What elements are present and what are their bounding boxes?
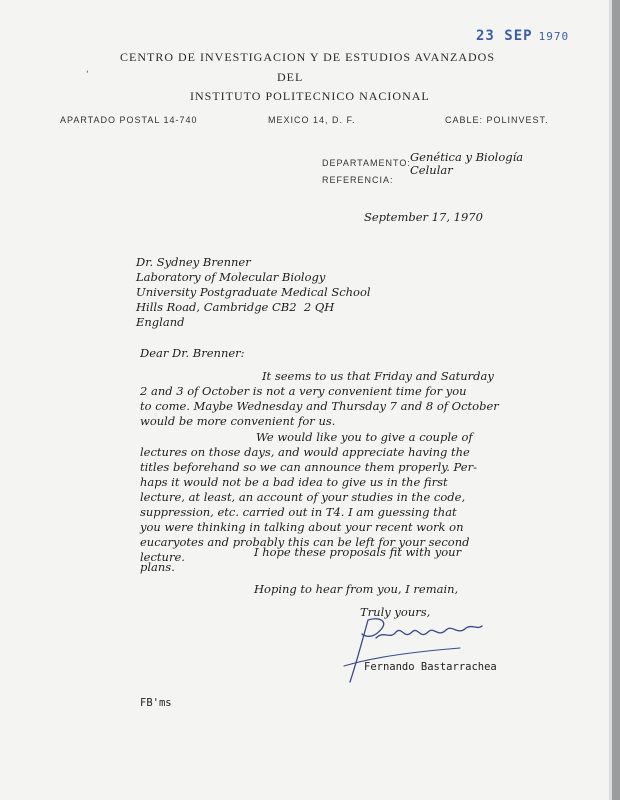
recipient-line: University Postgraduate Medical School: [136, 285, 371, 299]
body-line: lecture, at least, an account of your studies in the code,: [140, 490, 466, 504]
recipient-line: Dr. Sydney Brenner: [136, 255, 251, 269]
letterhead-institute: INSTITUTO POLITECNICO NACIONAL: [190, 89, 430, 103]
body-line: you were thinking in talking about your recent work on: [140, 520, 464, 534]
recipient-line: Hills Road, Cambridge CB2 2 QH: [136, 300, 335, 314]
letterhead-institution: CENTRO DE INVESTIGACION Y DE ESTUDIOS AVANZADOS: [120, 50, 496, 64]
letterhead-postal: APARTADO POSTAL 14-740: [60, 115, 198, 125]
stamp-year: 1970: [538, 30, 570, 43]
salutation: Dear Dr. Brenner:: [140, 346, 245, 360]
body-line: We would like you to give a couple of: [256, 430, 473, 444]
body-line: 2 and 3 of October is not a very convenient time for you: [140, 384, 467, 398]
closing-sentence: Hoping to hear from you, I remain,: [254, 582, 459, 596]
body-line: lectures on those days, and would appreciate having the: [140, 445, 470, 459]
body-line: plans.: [140, 560, 175, 574]
letterhead-del: DEL: [277, 70, 304, 84]
department-value: Genética y Biología: [410, 150, 524, 164]
typist-initials: FB'ms: [140, 697, 172, 709]
reference-label: REFERENCIA:: [322, 175, 394, 185]
body-line: It seems to us that Friday and Saturday: [262, 369, 494, 383]
page-edge-shadow: [612, 0, 620, 800]
tick-mark: ‘: [86, 70, 89, 80]
body-line: suppression, etc. carried out in T4. I am guessing that: [140, 505, 457, 519]
reference-value: Celular: [410, 163, 453, 177]
handwritten-signature: [340, 612, 490, 692]
stamp-date: 23 SEP: [476, 28, 533, 44]
body-line: would be more convenient for us.: [140, 414, 336, 428]
body-line: I hope these proposals fit with your: [254, 545, 462, 559]
department-label: DEPARTAMENTO:: [322, 158, 411, 168]
body-line: to come. Maybe Wednesday and Thursday 7 and 8 of October: [140, 399, 499, 413]
closing-salutation: Truly yours,: [360, 605, 431, 619]
body-line: haps it would not be a bad idea to give us in the first: [140, 475, 448, 489]
letterhead-cable: CABLE: POLINVEST.: [445, 115, 549, 125]
letterhead-city: MEXICO 14, D. F.: [268, 115, 356, 125]
recipient-line: England: [136, 315, 185, 329]
recipient-line: Laboratory of Molecular Biology: [136, 270, 326, 284]
body-line: eucaryotes and probably this can be left for your second: [140, 535, 470, 549]
body-line: lecture.: [140, 550, 185, 564]
signer-name: Fernando Bastarrachea: [364, 661, 497, 673]
body-line: titles beforehand so we can announce them properly. Per-: [140, 460, 477, 474]
letter-date: September 17, 1970: [364, 210, 483, 224]
received-date-stamp: [476, 28, 569, 44]
